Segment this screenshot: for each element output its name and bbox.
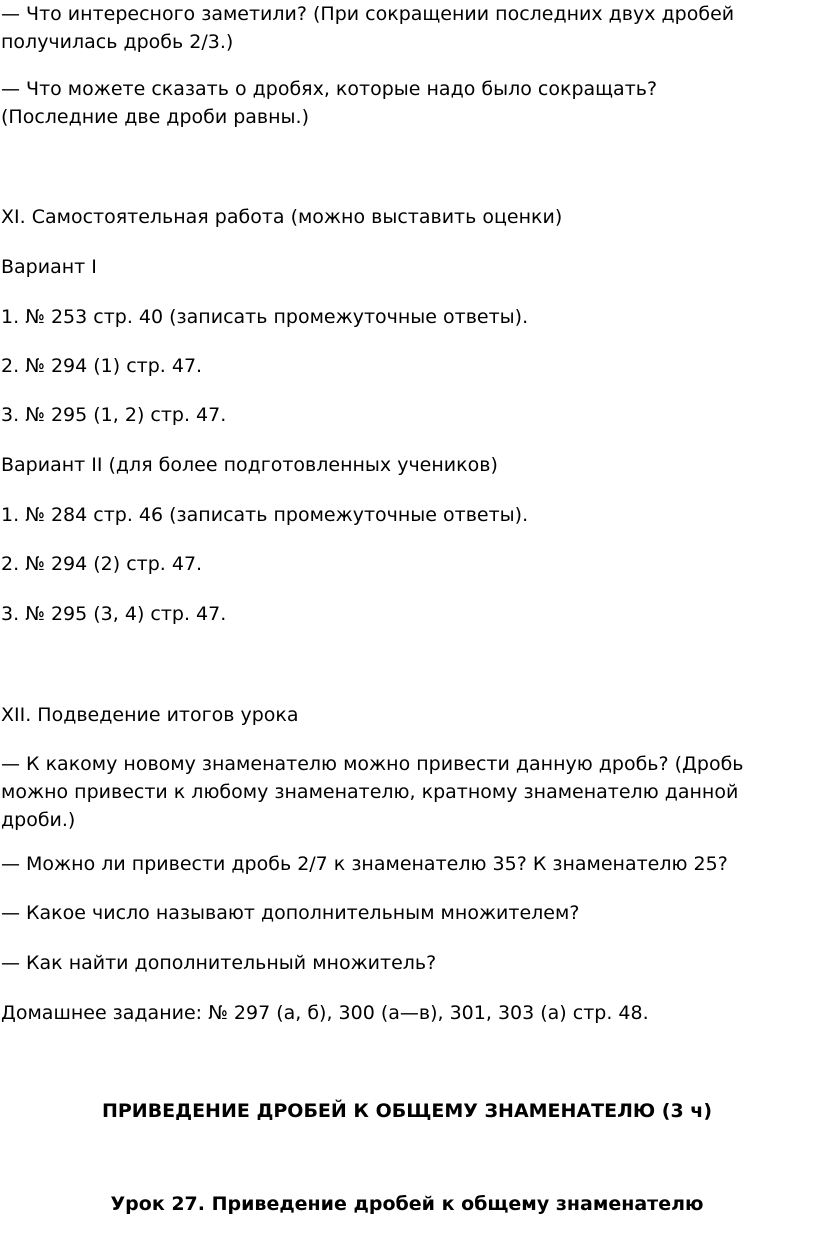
section-title-xi: XI. Самостоятельная работа (можно выставить оценки) bbox=[1, 206, 563, 228]
task-item: 1. № 253 стр. 40 (записать промежуточные ответы). bbox=[1, 306, 529, 328]
task-item: 3. № 295 (1, 2) стр. 47. bbox=[1, 404, 227, 426]
variant-title: Вариант I bbox=[1, 256, 97, 278]
question-paragraph: — К какому новому знаменателю можно привести данную дробь? (Дробь можно привести к любому знаменателю, кратному знаменателю данной дроби.) bbox=[1, 753, 750, 831]
question-paragraph: — Что интересного заметили? (При сокращении последних двух дробей получилась дробь 2/3.) bbox=[1, 3, 741, 53]
question-paragraph: — Как найти дополнительный множитель? bbox=[1, 952, 437, 974]
variant-title: Вариант II (для более подготовленных учеников) bbox=[1, 454, 498, 476]
task-item: 3. № 295 (3, 4) стр. 47. bbox=[1, 603, 227, 625]
section-title-xii: XII. Подведение итогов урока bbox=[1, 704, 299, 726]
task-item: 1. № 284 стр. 46 (записать промежуточные ответы). bbox=[1, 504, 529, 526]
task-item: 2. № 294 (2) стр. 47. bbox=[1, 553, 203, 575]
lesson-heading: Урок 27. Приведение дробей к общему знаменателю bbox=[110, 1193, 704, 1215]
question-paragraph: — Какое число называют дополнительным множителем? bbox=[1, 902, 580, 924]
question-paragraph: — Можно ли привести дробь 2/7 к знаменателю 35? К знаменателю 25? bbox=[1, 853, 728, 875]
task-item: 2. № 294 (1) стр. 47. bbox=[1, 355, 203, 377]
homework-paragraph: Домашнее задание: № 297 (а, б), 300 (а—в), 301, 303 (а) стр. 48. bbox=[1, 1002, 649, 1024]
question-paragraph: — Что можете сказать о дробях, которые надо было сокращать? (Последние две дроби равны.) bbox=[1, 78, 664, 128]
section-heading: ПРИВЕДЕНИЕ ДРОБЕЙ К ОБЩЕМУ ЗНАМЕНАТЕЛЮ (3 ч) bbox=[101, 1100, 713, 1122]
